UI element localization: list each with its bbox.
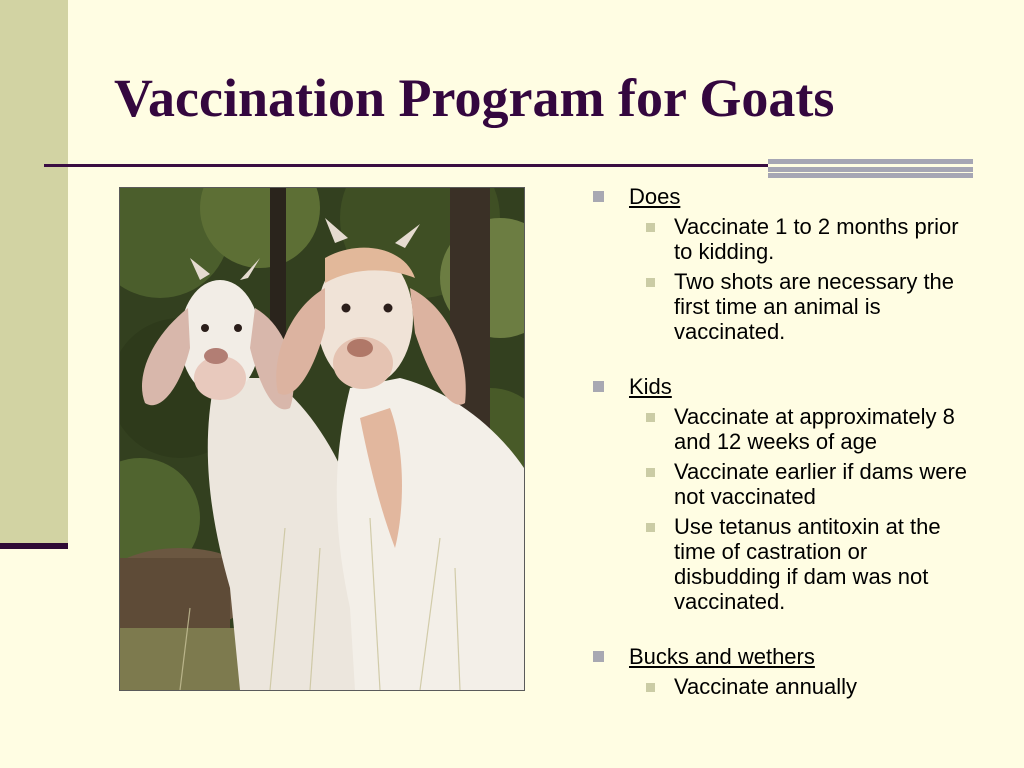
square-bullet-icon bbox=[646, 468, 655, 477]
goats-photo bbox=[119, 187, 525, 691]
sub-bullet-text: Two shots are necessary the first time an animal is vaccinated. bbox=[674, 269, 955, 344]
square-bullet-icon bbox=[646, 223, 655, 232]
slide-title: Vaccination Program for Goats bbox=[114, 68, 835, 128]
sub-bullet bbox=[590, 674, 974, 699]
bullet-heading-bucks-and-wethers bbox=[590, 644, 990, 669]
section-heading: Kids bbox=[629, 374, 672, 399]
sub-bullet bbox=[590, 459, 974, 509]
section-heading: Does bbox=[629, 184, 681, 209]
square-bullet-icon bbox=[646, 413, 655, 422]
bullet-list bbox=[590, 180, 990, 699]
sub-bullet-text: Vaccinate 1 to 2 months prior to kidding. bbox=[674, 214, 959, 264]
square-bullet-icon bbox=[593, 381, 604, 392]
bullet-heading-does bbox=[590, 184, 990, 209]
title-rule bbox=[44, 164, 824, 167]
sub-bullet bbox=[590, 404, 974, 454]
sub-bullet bbox=[590, 214, 974, 264]
sub-bullet bbox=[590, 269, 974, 344]
square-bullet-icon bbox=[646, 523, 655, 532]
square-bullet-icon bbox=[646, 683, 655, 692]
sub-bullet-text: Vaccinate annually bbox=[674, 674, 858, 699]
title-accent-stripes bbox=[768, 159, 973, 178]
sub-bullet-text: Vaccinate earlier if dams were not vaccinated bbox=[674, 459, 968, 509]
square-bullet-icon bbox=[593, 651, 604, 662]
square-bullet-icon bbox=[593, 191, 604, 202]
section-heading: Bucks and wethers bbox=[629, 644, 815, 669]
sub-bullet-text: Use tetanus antitoxin at the time of castration or disbudding if dam was not vaccinated. bbox=[674, 514, 941, 614]
bullet-heading-kids bbox=[590, 374, 990, 399]
sub-bullet-text: Vaccinate at approximately 8 and 12 weeks of age bbox=[674, 404, 955, 454]
sub-bullet bbox=[590, 514, 974, 614]
side-band bbox=[0, 0, 68, 546]
side-band-bar bbox=[0, 543, 68, 549]
square-bullet-icon bbox=[646, 278, 655, 287]
